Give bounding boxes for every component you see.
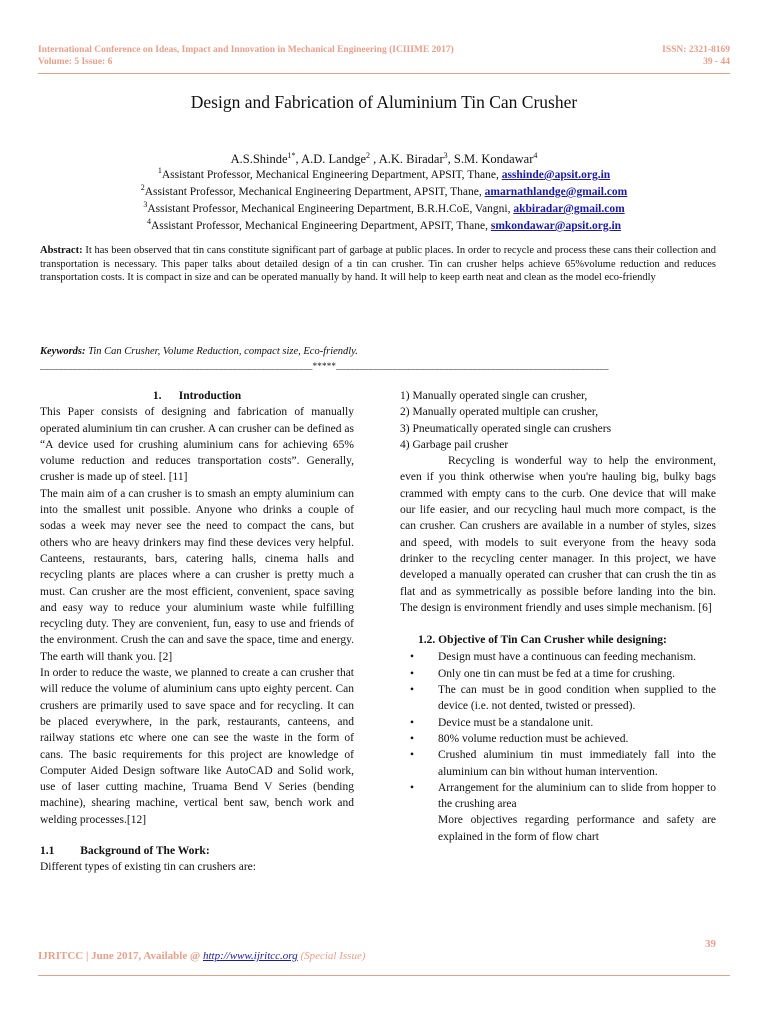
affiliation-3: $^3$Assistant Professor, Mechanical Engineering Department, B.R.H.CoE, Vangni, akbiradar@gmail.com — [143, 200, 625, 215]
abstract-label: Abstract: — [40, 245, 83, 256]
intro-paragraph-3: In order to reduce the waste, we planned to create a can crusher that will reduce the volume of aluminium cans upto eighty percent. Can crushers are primarily used to save space and for recycling. It can be placed everywhere, in the park, restaurants, canteens, and railway stations etc where one can see the waste in the form of cans. The basic requirements for this project are knowledge of Computer Aided Design software like AutoCAD and Solid work, use of laser cutting machine, Truama Bend V Series (bending machine), shearing machine, vertical bent saw, bench work and welding processes.[12] — [40, 667, 354, 826]
section-heading-background: 1.1 Background of The Work: — [40, 845, 210, 858]
header-rule — [38, 73, 730, 74]
running-footer — [38, 950, 366, 962]
section-separator: __________________________________________________________*****__________________________________________________________ — [40, 361, 609, 371]
list-item: • The can must be in good condition when supplied to the device (i.e. not dented, twisted or pressed). — [400, 682, 716, 715]
email-link-4[interactable]: smkondawar@apsit.org.in — [490, 220, 622, 232]
email-link-3[interactable]: akbiradar@gmail.com — [513, 203, 625, 215]
list-item: • Crushed aluminium tin must immediately fall into the aluminium can bin without human intervention. — [400, 747, 716, 780]
list-item: • Only one tin can must be fed at a time for crushing. — [400, 666, 716, 682]
list-item: 4) Garbage pail crusher — [400, 438, 509, 451]
header-left — [38, 44, 454, 68]
keywords-label: Keywords: — [40, 346, 86, 357]
author-2: , A.D. Landge — [295, 152, 367, 166]
email-link-2[interactable]: amarnathlandge@gmail.com — [484, 186, 628, 198]
conference-name: International Conference on Ideas, Impact and Innovation in Mechanical Engineering (ICIIIME 2017) — [38, 45, 454, 55]
author-1: A.S.Shinde — [230, 152, 288, 166]
journal-url-link[interactable]: http://www.ijritcc.org — [202, 950, 298, 962]
issn: ISSN: 2321-8169 — [662, 45, 730, 55]
intro-paragraph-1: This Paper consists of designing and fabrication of manually operated aluminium tin can crusher. A can crusher can be defined as “A device used for crushing aluminium cans for achieving 65% volume reduction and reduces transportation costs”. Generally, crusher is made up of steel. [11] — [40, 406, 354, 484]
background-text: Different types of existing tin can crushers are: — [40, 861, 256, 874]
list-item: 2) Manually operated multiple can crusher, — [400, 406, 599, 419]
header-right — [662, 44, 730, 68]
author-3: , A.K. Biradar — [370, 152, 444, 166]
objectives-list — [400, 649, 716, 812]
list-item: • Arrangement for the aluminium can to slide from hopper to the crushing area — [400, 780, 716, 813]
page-range: 39 - 44 — [703, 57, 730, 67]
left-column — [40, 388, 354, 876]
keywords-text: Tin Can Crusher, Volume Reduction, compact size, Eco-friendly. — [85, 346, 358, 357]
abstract — [40, 244, 716, 285]
list-item: • Device must be a standalone unit. — [400, 715, 716, 731]
right-column — [400, 388, 716, 845]
list-item: • Design must have a continuous can feeding mechanism. — [400, 649, 716, 665]
author-4: , S.M. Kondawar — [447, 152, 534, 166]
intro-paragraph-2: The main aim of a can crusher is to smash an empty aluminium can into the smallest unit possible. Anyone who drinks a couple of sodas a week may never see the need to compact the cans, but others who are heavy drinkers may find these devices very helpful. Canteens, restaurants, bars, catering halls, cinema halls and recycling plants are places where a can crusher is pretty much a must. Can crusher are the most efficient, convenient, space saving and easy way to reduce your aluminium waste while fulfilling recycling duty. They are convenient, fun, easy to use and friends of the environment. Crush the can and save the space, time and energy. The earth will thank you. [2] — [40, 487, 354, 663]
footer-rule — [38, 975, 730, 976]
affiliation-2: $^2$Assistant Professor, Mechanical Engineering Department, APSIT, Thane, amarnathlandge@gmail.com — [140, 183, 628, 198]
list-item: 3) Pneumatically operated single can crushers — [400, 422, 612, 435]
page-number: 39 — [705, 938, 716, 950]
special-issue: (Special Issue) — [297, 950, 366, 962]
abstract-text: It has been observed that tin cans constitute significant part of garbage at public places. In order to recycle and process these cans their collection and transportation is necessary. This paper talks about detailed design of a tin can crusher. Tin can crusher helps achieve 65%volume reduction and reduces transportation costs. It is compact in size and can be operated manually by hand. It will help to keep earth neat and clean as the model eco-friendly — [40, 245, 716, 284]
section-heading-objective: 1.2. Objective of Tin Can Crusher while designing: — [418, 634, 667, 647]
section-heading-introduction: 1. Introduction — [152, 390, 242, 402]
recycling-paragraph: Recycling is wonderful way to help the environment, even if you think otherwise when you're hauling big, bulky bags crammed with empty cans to the curb. One device that will make our life easier, and our recycling haul much more compact, is the can crusher. Can crushers are available in a number of styles, sizes and speed, with models to suit everyone from the heavy soda drinker to the recycling center manager. In this project, we have developed a manually operated can crusher that can crush the tin as flat and as symmetrically as possible before landing into the bin. The design is environment friendly and uses simple mechanism. [6] — [400, 455, 716, 614]
list-item: 1) Manually operated single can crusher, — [400, 390, 588, 402]
affiliation-4: $^4$Assistant Professor, Mechanical Engineering Department, APSIT, Thane, smkondawar@apsit.org.in — [146, 217, 622, 232]
crusher-types-list — [400, 388, 716, 453]
email-link-1[interactable]: asshinde@apsit.org.in — [501, 169, 611, 181]
affiliation-1: $^1$Assistant Professor, Mechanical Engineering Department, APSIT, Thane, asshinde@apsit.org.in — [157, 166, 611, 181]
closing-note: More objectives regarding performance and safety are explained in the form of flow chart — [438, 814, 716, 843]
list-item: • 80% volume reduction must be achieved. — [400, 731, 716, 747]
author-line: A.S.Shinde$^{1*}$, A.D. Landge$^2$ , A.K. Biradar$^3$, S.M. Kondawar$^4$ — [230, 150, 538, 166]
volume-issue: Volume: 5 Issue: 6 — [38, 57, 113, 67]
paper-title: Design and Fabrication of Aluminium Tin Can Crusher — [190, 92, 578, 112]
journal-name: IJRITCC | June 2017, Available @ — [38, 950, 203, 962]
keywords — [40, 346, 716, 357]
